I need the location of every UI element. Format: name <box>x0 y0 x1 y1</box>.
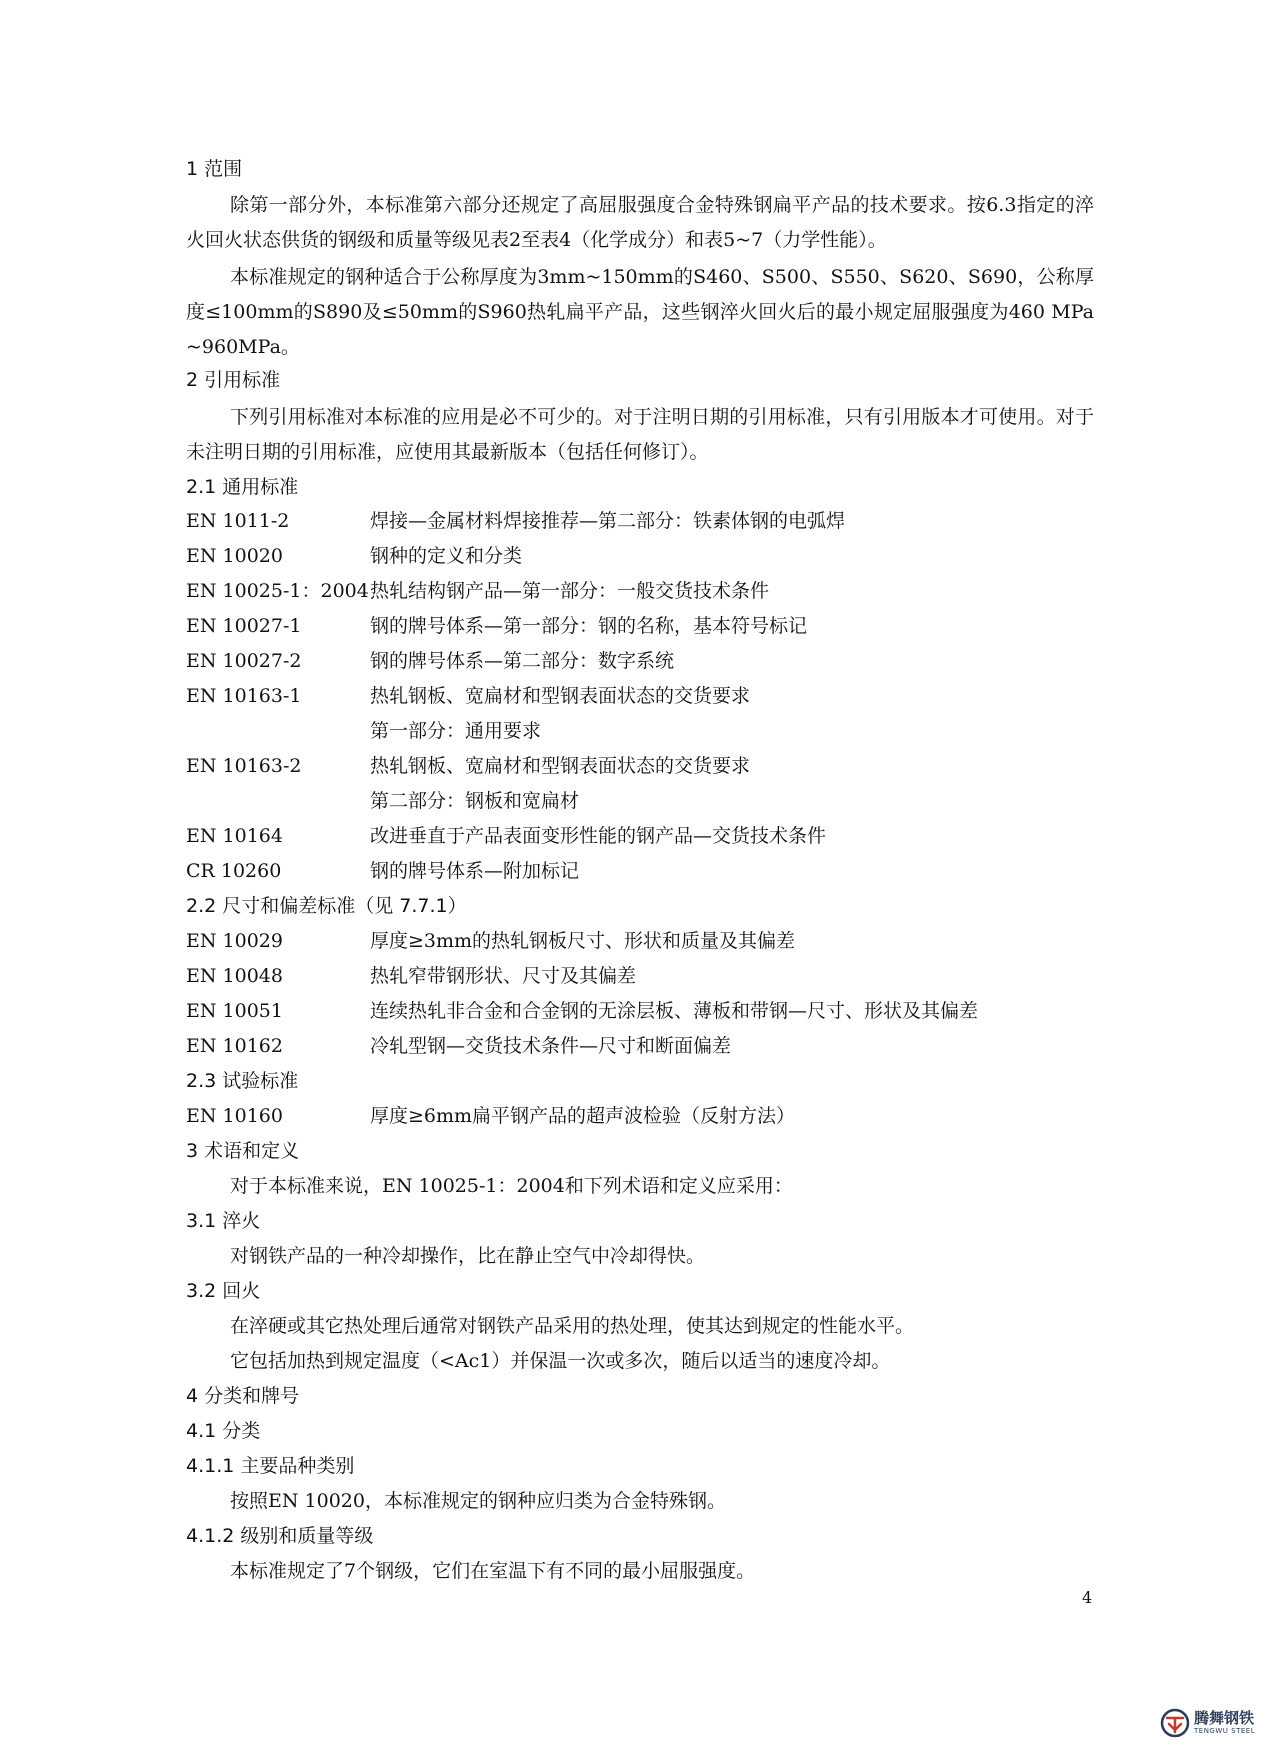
ref-code: EN 10162 <box>186 1035 283 1057</box>
section-3-2-heading: 3.2 回火 <box>186 1280 261 1302</box>
section-3-1-heading: 3.1 淬火 <box>186 1210 261 1232</box>
section-4-heading: 4 分类和牌号 <box>186 1385 300 1407</box>
section-4-1-1-heading: 4.1.1 主要品种类别 <box>186 1455 355 1477</box>
ref-title: 焊接—金属材料焊接推荐—第二部分：铁素体钢的电弧焊 <box>370 510 846 532</box>
section-4-1-2-heading: 4.1.2 级别和质量等级 <box>186 1525 374 1547</box>
section-3-2-text-2: 它包括加热到规定温度（<Ac1）并保温一次或多次，随后以适当的速度冷却。 <box>230 1350 891 1372</box>
section-3-1-text: 对钢铁产品的一种冷却操作，比在静止空气中冷却得快。 <box>230 1245 706 1267</box>
ref-code: EN 10027-1 <box>186 615 302 637</box>
section-2-paragraph: 下列引用标准对本标准的应用是必不可少的。对于注明日期的引用标准，只有引用版本才可使用。对于未注明日期的引用标准，应使用其最新版本（包括任何修订）。 <box>186 406 1094 463</box>
company-logo <box>1160 1708 1255 1738</box>
ref-code: EN 10027-2 <box>186 650 302 672</box>
ref-title: 热轧结构钢产品—第一部分：一般交货技术条件 <box>370 580 770 602</box>
section-2-1-heading: 2.1 通用标准 <box>186 476 299 498</box>
logo-text <box>1194 1711 1255 1735</box>
ref-title: 改进垂直于产品表面变形性能的钢产品—交货技术条件 <box>370 825 827 847</box>
logo-mark-icon <box>1160 1708 1190 1738</box>
ref-code: EN 10051 <box>186 1000 283 1022</box>
ref-title: 第二部分：钢板和宽扁材 <box>370 790 580 812</box>
ref-title: 钢的牌号体系—第二部分：数字系统 <box>370 650 675 672</box>
ref-title: 厚度≥6mm扁平钢产品的超声波检验（反射方法） <box>370 1105 796 1127</box>
ref-code: EN 10048 <box>186 965 283 987</box>
ref-title: 第一部分：通用要求 <box>370 720 542 742</box>
page-number: 4 <box>1082 1588 1093 1607</box>
ref-code: EN 10163-1 <box>186 685 302 707</box>
section-1-paragraph-1: 除第一部分外，本标准第六部分还规定了高屈服强度合金特殊钢扁平产品的技术要求。按6.3指定的淬火回火状态供货的钢级和质量等级见表2至表4（化学成分）和表5~7（力学性能）。 <box>186 194 1094 251</box>
section-3-intro: 对于本标准来说，EN 10025-1：2004和下列术语和定义应采用： <box>230 1175 793 1197</box>
ref-code: EN 10029 <box>186 930 283 952</box>
section-3-2-text-1: 在淬硬或其它热处理后通常对钢铁产品采用的热处理，使其达到规定的性能水平。 <box>230 1315 915 1337</box>
ref-code: EN 10025-1：2004 <box>186 580 369 602</box>
section-2-2-heading: 2.2 尺寸和偏差标准（见 7.7.1） <box>186 895 467 917</box>
section-2-heading: 2 引用标准 <box>186 369 281 391</box>
section-4-1-2-text: 本标准规定了7个钢级，它们在室温下有不同的最小屈服强度。 <box>230 1560 756 1582</box>
section-4-1-1-text: 按照EN 10020，本标准规定的钢种应归类为合金特殊钢。 <box>230 1490 726 1512</box>
ref-code: EN 10163-2 <box>186 755 302 777</box>
ref-title: 钢的牌号体系—附加标记 <box>370 860 580 882</box>
section-1-heading: 1 范围 <box>186 158 243 180</box>
ref-title: 钢的牌号体系—第一部分：钢的名称，基本符号标记 <box>370 615 808 637</box>
ref-title: 热轧钢板、宽扁材和型钢表面状态的交货要求 <box>370 685 751 707</box>
ref-title: 钢种的定义和分类 <box>370 545 523 567</box>
ref-code: EN 1011-2 <box>186 510 290 532</box>
section-3-heading: 3 术语和定义 <box>186 1140 300 1162</box>
ref-code: EN 10164 <box>186 825 283 847</box>
ref-title: 冷轧型钢—交货技术条件—尺寸和断面偏差 <box>370 1035 732 1057</box>
logo-english-name: TENGWU STEEL <box>1194 1727 1256 1735</box>
ref-code: EN 10020 <box>186 545 283 567</box>
ref-title: 厚度≥3mm的热轧钢板尺寸、形状和质量及其偏差 <box>370 930 796 952</box>
logo-chinese-name: 腾舞钢铁 <box>1194 1709 1255 1727</box>
section-2-3-heading: 2.3 试验标准 <box>186 1070 299 1092</box>
ref-title: 热轧钢板、宽扁材和型钢表面状态的交货要求 <box>370 755 751 777</box>
ref-title: 连续热轧非合金和合金钢的无涂层板、薄板和带钢—尺寸、形状及其偏差 <box>370 1000 979 1022</box>
section-1-paragraph-2: 本标准规定的钢种适合于公称厚度为3mm~150mm的S460、S500、S550、S620、S690，公称厚度≤100mm的S890及≤50mm的S960热轧扁平产品，这些钢淬火回火后的最小规定屈服强度为460 MPa ~960MPa。 <box>186 266 1094 358</box>
section-4-1-heading: 4.1 分类 <box>186 1420 261 1442</box>
ref-code: CR 10260 <box>186 860 282 882</box>
ref-title: 热轧窄带钢形状、尺寸及其偏差 <box>370 965 637 987</box>
ref-code: EN 10160 <box>186 1105 283 1127</box>
